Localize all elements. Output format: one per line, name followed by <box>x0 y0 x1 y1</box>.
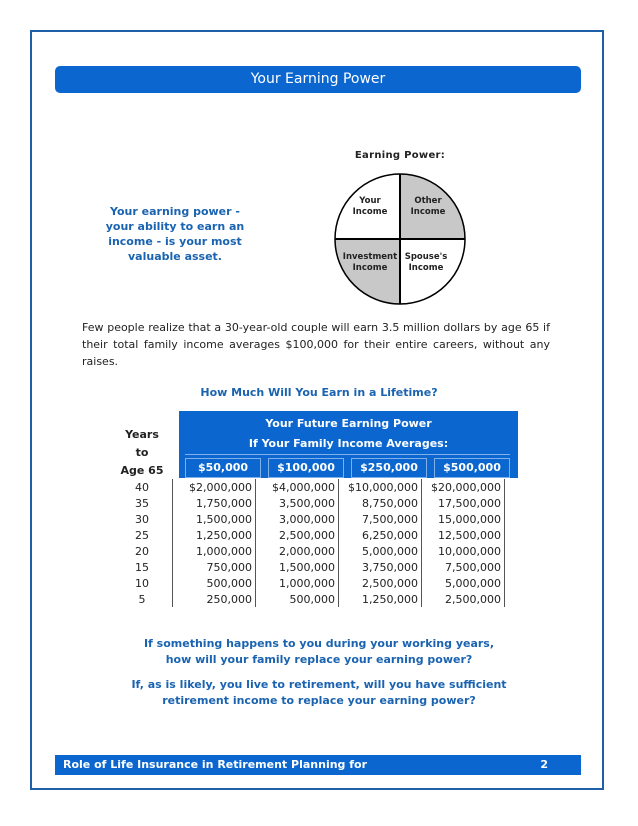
value-cell: 15,000,000 <box>422 511 505 527</box>
value-cell: 17,500,000 <box>422 495 505 511</box>
value-cell: 3,500,000 <box>256 495 339 511</box>
age-cell: 40 <box>135 480 149 494</box>
value-cell: 12,500,000 <box>422 527 505 543</box>
value-cell: 7,500,000 <box>422 559 505 575</box>
value-cell: 500,000 <box>256 591 339 607</box>
age-cell: 5 <box>138 592 146 606</box>
value-cell: 250,000 <box>173 591 256 607</box>
age-cell: 30 <box>135 512 149 526</box>
footer-title: Role of Life Insurance in Retirement Planning for <box>63 758 368 771</box>
value-cell: 3,750,000 <box>339 559 422 575</box>
value-cell: 1,750,000 <box>173 495 256 511</box>
value-cell: $20,000,000 <box>422 479 505 495</box>
value-cell: 7,500,000 <box>339 511 422 527</box>
value-cell: 1,000,000 <box>256 575 339 591</box>
table-row <box>112 591 505 607</box>
value-cell: 5,000,000 <box>339 543 422 559</box>
value-cell: 1,500,000 <box>173 511 256 527</box>
table-row <box>112 495 505 511</box>
intro-paragraph: Few people realize that a 30-year-old couple will earn 3.5 million dollars by age 65 if their total family income averages $100,000 for their entire careers, without any raises. <box>82 321 550 368</box>
value-cell: 10,000,000 <box>422 543 505 559</box>
value-cell: 5,000,000 <box>422 575 505 591</box>
page-frame <box>30 30 604 790</box>
table-row <box>112 479 505 495</box>
years-to-65-header: Years to Age 65 <box>120 428 164 477</box>
table-row <box>112 575 505 591</box>
value-cell: 3,000,000 <box>256 511 339 527</box>
value-cell: 750,000 <box>173 559 256 575</box>
value-cell: 1,500,000 <box>256 559 339 575</box>
value-cell: 1,000,000 <box>173 543 256 559</box>
table-header-title: Your Future Earning Power <box>265 417 432 430</box>
age-cell: 20 <box>135 544 149 558</box>
value-cell: 8,750,000 <box>339 495 422 511</box>
column-header-500k: $500,000 <box>434 458 510 478</box>
earning-power-pie <box>333 172 467 306</box>
question-one: If something happens to you during your working years, how will your family replace your earning power? <box>143 637 495 666</box>
value-cell: $10,000,000 <box>339 479 422 495</box>
earnings-table <box>112 479 505 607</box>
value-cell: 6,250,000 <box>339 527 422 543</box>
page-footer <box>55 755 581 775</box>
value-cell: 1,250,000 <box>339 591 422 607</box>
value-cell: $4,000,000 <box>256 479 339 495</box>
table-header-subtitle: If Your Family Income Averages: <box>248 437 449 450</box>
pie-label-other-income: Other Income <box>410 196 446 217</box>
age-cell: 25 <box>135 528 149 542</box>
column-header-100k: $100,000 <box>268 458 344 478</box>
pie-label-your-income: Your Income <box>352 196 388 217</box>
column-header-250k: $250,000 <box>351 458 427 478</box>
pie-label-investment-income: Investment Income <box>342 252 398 273</box>
earning-power-quote: Your earning power - your ability to earn an income - is your most valuable asset. <box>105 205 245 263</box>
pie-label-spouses-income: Spouse's Income <box>404 252 448 273</box>
page-title: Your Earning Power <box>55 66 581 93</box>
table-row <box>112 511 505 527</box>
pie-chart-title: Earning Power: <box>354 150 446 161</box>
question-two: If, as is likely, you live to retirement, will you have sufficient retirement income to replace your earning power? <box>131 678 507 707</box>
header-divider <box>185 454 510 455</box>
table-heading: How Much Will You Earn in a Lifetime? <box>200 386 438 399</box>
table-row <box>112 527 505 543</box>
value-cell: 500,000 <box>173 575 256 591</box>
column-header-50k: $50,000 <box>185 458 261 478</box>
age-cell: 15 <box>135 560 149 574</box>
value-cell: 2,500,000 <box>256 527 339 543</box>
value-cell: 1,250,000 <box>173 527 256 543</box>
value-cell: 2,000,000 <box>256 543 339 559</box>
table-row <box>112 559 505 575</box>
table-row <box>112 543 505 559</box>
age-cell: 10 <box>135 576 149 590</box>
age-cell: 35 <box>135 496 149 510</box>
value-cell: 2,500,000 <box>339 575 422 591</box>
value-cell: $2,000,000 <box>173 479 256 495</box>
page-number: 2 <box>540 758 548 771</box>
value-cell: 2,500,000 <box>422 591 505 607</box>
